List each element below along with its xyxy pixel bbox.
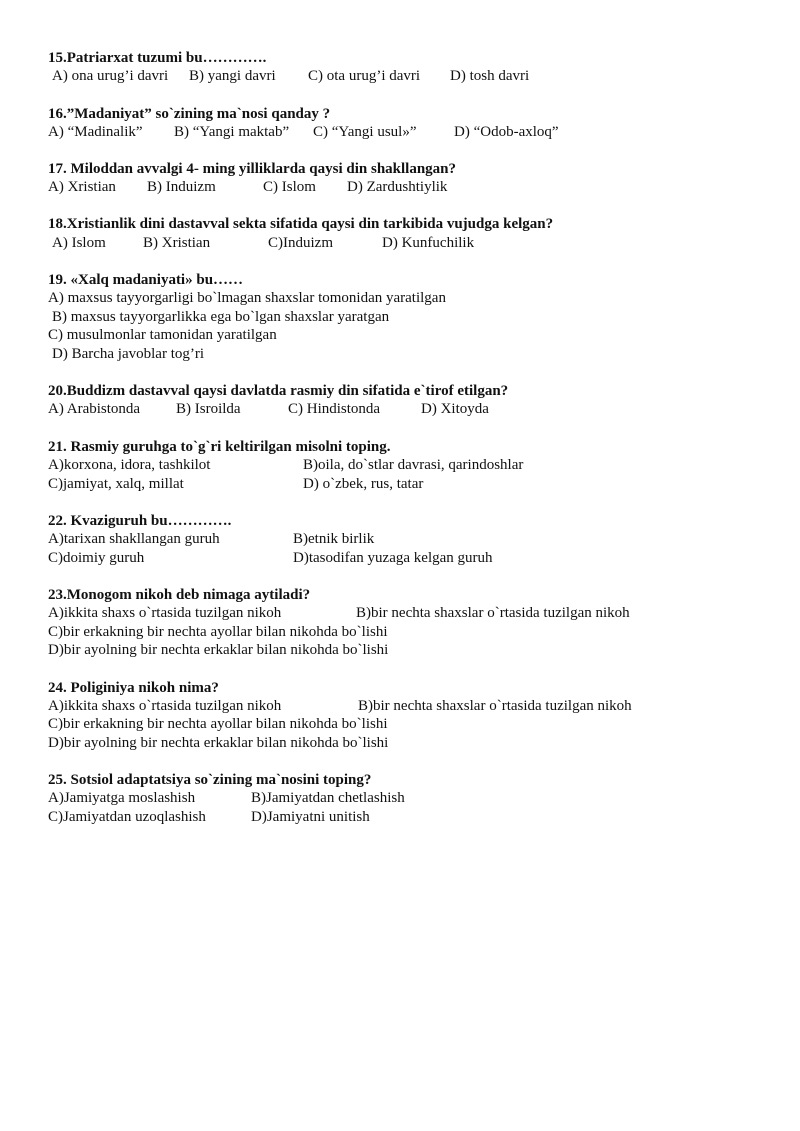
option-b: B)bir nechta shaxslar o`rtasida tuzilgan nikoh xyxy=(358,698,632,714)
option-b: B) Xristian xyxy=(143,235,211,251)
option-c: C) ota urug’i davri xyxy=(308,68,421,84)
option-b: B) Isroilda xyxy=(176,401,241,417)
option-a: A)Jamiyatga moslashish xyxy=(48,790,196,806)
option-c: C)jamiyat, xalq, millat xyxy=(48,476,184,492)
question-title: 22. Kvaziguruh bu…………. xyxy=(48,513,232,529)
question-title: 25. Sotsiol adaptatsiya so`zining ma`nosini toping? xyxy=(48,772,372,788)
question-title: 15.Patriarxat tuzumi bu…………. xyxy=(48,50,267,66)
option-c: C) musulmonlar tamonidan yaratilgan xyxy=(48,327,277,343)
option-a: A)korxona, idora, tashkilot xyxy=(48,457,211,473)
option-b: B) yangi davri xyxy=(189,68,276,84)
option-b: B) maxsus tayyorgarlikka ega bo`lgan shaxslar yaratgan xyxy=(52,309,390,325)
question-title: 17. Miloddan avvalgi 4- ming yilliklarda qaysi din shakllangan? xyxy=(48,161,457,177)
question-title: 20.Buddizm dastavval qaysi davlatda rasmiy din sifatida e`tirof etilgan? xyxy=(48,383,509,399)
option-c: C)Jamiyatdan uzoqlashish xyxy=(48,809,206,825)
option-d: D)bir ayolning bir nechta erkaklar bilan nikohda bo`lishi xyxy=(48,642,389,658)
question-title: 19. «Xalq madaniyati» bu…… xyxy=(48,272,244,288)
option-b: B)bir nechta shaxslar o`rtasida tuzilgan nikoh xyxy=(356,605,630,621)
option-b: B)etnik birlik xyxy=(293,531,375,547)
option-b: B)Jamiyatdan chetlashish xyxy=(251,790,405,806)
option-c: C) Islom xyxy=(263,179,316,195)
option-c: C)Induizm xyxy=(268,235,333,251)
question-title: 18.Xristianlik dini dastavval sekta sifatida qaysi din tarkibida vujudga kelgan? xyxy=(48,216,554,232)
option-d: D) “Odob-axloq” xyxy=(454,124,559,140)
option-d: D)Jamiyatni unitish xyxy=(251,809,370,825)
option-b: B) Induizm xyxy=(147,179,216,195)
option-a: A) ona urug’i davri xyxy=(52,68,169,84)
option-a: A) “Madinalik” xyxy=(48,124,143,140)
option-a: A) Xristian xyxy=(48,179,116,195)
option-d: D)tasodifan yuzaga kelgan guruh xyxy=(293,550,493,566)
option-c: C) “Yangi usul»” xyxy=(313,124,417,140)
option-a: A)ikkita shaxs o`rtasida tuzilgan nikoh xyxy=(48,698,282,714)
question-title: 21. Rasmiy guruhga to`g`ri keltirilgan misolni toping. xyxy=(48,439,391,455)
option-d: D) o`zbek, rus, tatar xyxy=(303,476,424,492)
question-title: 16.”Madaniyat” so`zining ma`nosi qanday ? xyxy=(48,106,331,122)
option-c: C)bir erkakning bir nechta ayollar bilan nikohda bo`lishi xyxy=(48,716,388,732)
question-title: 24. Poliginiya nikoh nima? xyxy=(48,680,219,696)
option-a: A) maxsus tayyorgarligi bo`lmagan shaxslar tomonidan yaratilgan xyxy=(48,290,446,306)
option-c: C)bir erkakning bir nechta ayollar bilan nikohda bo`lishi xyxy=(48,624,388,640)
option-c: C) Hindistonda xyxy=(288,401,381,417)
option-d: D) Barcha javoblar tog’ri xyxy=(52,346,205,362)
option-c: C)doimiy guruh xyxy=(48,550,145,566)
option-d: D) Kunfuchilik xyxy=(382,235,475,251)
option-d: D) tosh davri xyxy=(450,68,530,84)
option-d: D) Xitoyda xyxy=(421,401,489,417)
option-b: B) “Yangi maktab” xyxy=(174,124,290,140)
option-b: B)oila, do`stlar davrasi, qarindoshlar xyxy=(303,457,524,473)
option-a: A)tarixan shakllangan guruh xyxy=(48,531,220,547)
option-a: A) Islom xyxy=(52,235,106,251)
option-d: D)bir ayolning bir nechta erkaklar bilan nikohda bo`lishi xyxy=(48,735,389,751)
question-title: 23.Monogom nikoh deb nimaga aytiladi? xyxy=(48,587,311,603)
option-a: A)ikkita shaxs o`rtasida tuzilgan nikoh xyxy=(48,605,282,621)
option-d: D) Zardushtiylik xyxy=(347,179,448,195)
option-a: A) Arabistonda xyxy=(48,401,141,417)
